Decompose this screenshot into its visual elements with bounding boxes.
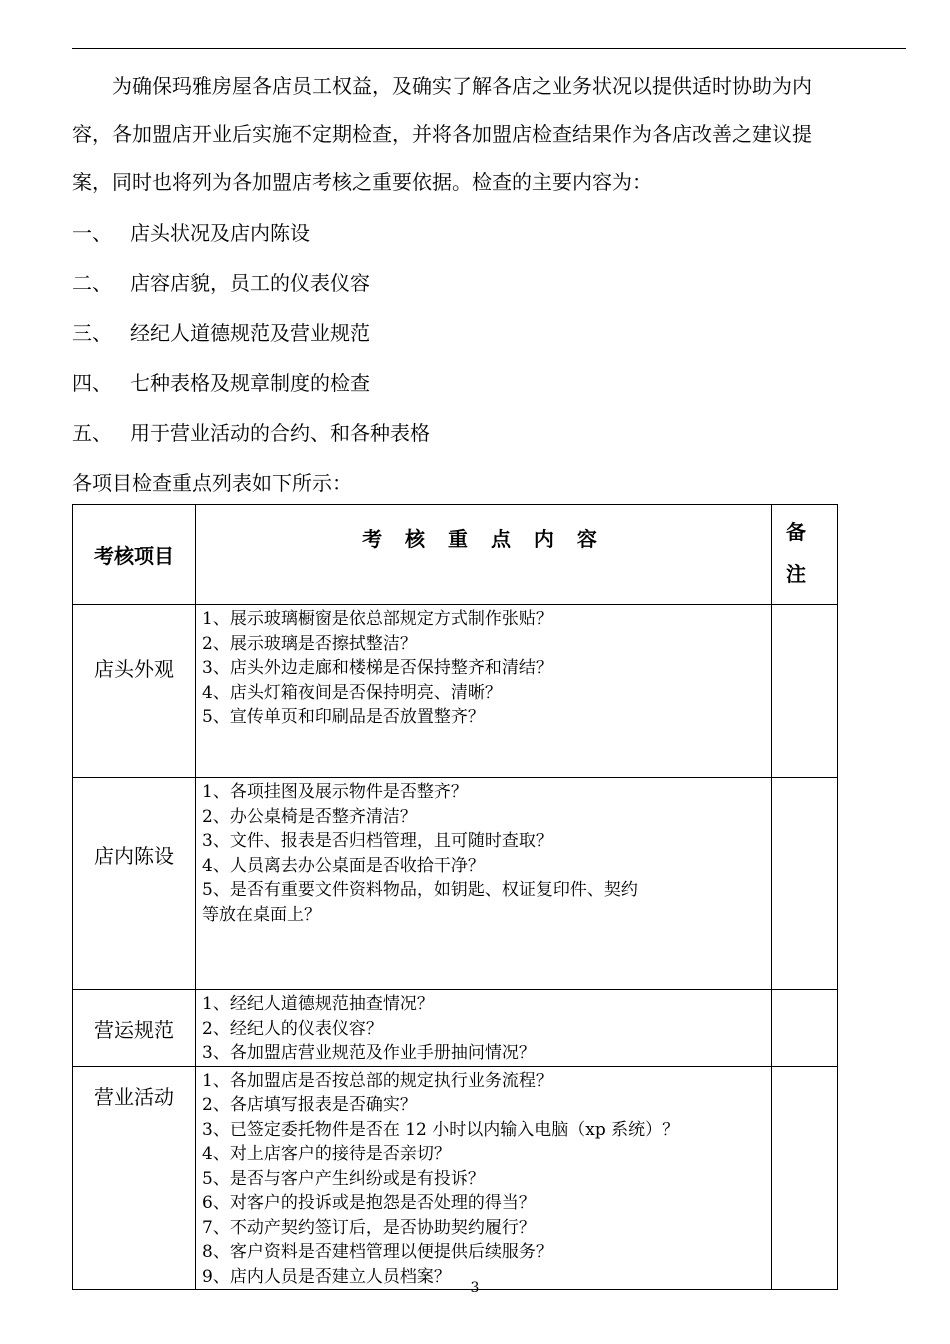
intro-line-2: 容，各加盟店开业后实施不定期检查，并将各加盟店检查结果作为各店改善之建议提 — [72, 122, 812, 146]
row-note — [772, 990, 838, 1067]
row-content — [196, 1066, 772, 1290]
content-line: 1、经纪人道德规范抽查情况？ — [202, 994, 434, 1014]
row-note — [772, 1066, 838, 1290]
content-line: 等放在桌面上？ — [202, 904, 321, 925]
inspection-items-list — [72, 208, 906, 458]
row-category: 营业活动 — [73, 1066, 196, 1290]
content-line: 5、是否有重要文件资料物品，如钥匙、权证复印件、契约 — [202, 880, 638, 900]
table-row — [73, 605, 838, 778]
row-category: 营运规范 — [73, 990, 196, 1067]
intro-line-1: 为确保玛雅房屋各店员工权益，及确实了解各店之业务状况以提供适时协助为内 — [112, 74, 812, 98]
table-header-row — [73, 505, 838, 605]
header-rule — [72, 48, 906, 49]
header-note — [772, 505, 838, 605]
item-number: 四、 — [72, 371, 112, 395]
content-line: 9、店内人员是否建立人员档案？ — [202, 1266, 451, 1287]
content-line: 5、宣传单页和印刷品是否放置整齐？ — [202, 707, 485, 727]
row-content — [196, 990, 772, 1067]
inspection-table — [72, 504, 838, 1290]
list-item — [72, 258, 906, 308]
item-number: 二、 — [72, 271, 112, 295]
row-category: 店头外观 — [73, 605, 196, 778]
item-text: 用于营业活动的合约、和各种表格 — [130, 421, 430, 445]
row-content — [196, 605, 772, 778]
content-line: 2、各店填写报表是否确实？ — [202, 1095, 417, 1115]
table-row — [73, 1066, 838, 1290]
content-line: 6、对客户的投诉或是抱怨是否处理的得当？ — [202, 1193, 536, 1213]
row-content — [196, 778, 772, 990]
content-line: 1、展示玻璃橱窗是依总部规定方式制作张贴？ — [202, 609, 553, 629]
row-category: 店内陈设 — [73, 778, 196, 990]
list-item — [72, 308, 906, 358]
content-line: 7、不动产契约签订后，是否协助契约履行？ — [202, 1217, 536, 1238]
item-number: 三、 — [72, 321, 112, 345]
item-text: 七种表格及规章制度的检查 — [130, 371, 370, 395]
item-text: 店头状况及店内陈设 — [130, 221, 310, 245]
intro-paragraph — [72, 62, 906, 206]
item-text: 经纪人道德规范及营业规范 — [130, 321, 370, 345]
content-line: 2、经纪人的仪表仪容？ — [202, 1018, 383, 1039]
content-line: 4、店头灯箱夜间是否保持明亮、清晰？ — [202, 682, 502, 703]
content-line: 3、文件、报表是否归档管理，且可随时查取？ — [202, 831, 553, 851]
list-item — [72, 208, 906, 258]
row-note — [772, 605, 838, 778]
content-line: 1、各项挂图及展示物件是否整齐？ — [202, 782, 468, 802]
list-item — [72, 408, 906, 458]
list-item — [72, 358, 906, 408]
item-text: 店容店貌，员工的仪表仪容 — [130, 271, 370, 295]
row-note — [772, 778, 838, 990]
content-line: 3、店头外边走廊和楼梯是否保持整齐和清结？ — [202, 658, 553, 678]
table-row — [73, 778, 838, 990]
table-lead-text: 各项目检查重点列表如下所示： — [72, 471, 352, 495]
content-line: 1、各加盟店是否按总部的规定执行业务流程？ — [202, 1070, 553, 1091]
header-item: 考核项目 — [73, 505, 196, 605]
content-line: 4、对上店客户的接待是否亲切？ — [202, 1144, 451, 1164]
content-line: 4、人员离去办公桌面是否收拾干净？ — [202, 855, 485, 876]
content-line: 3、已签定委托物件是否在 12 小时以内输入电脑（xp 系统）？ — [202, 1119, 680, 1140]
content-line: 5、是否与客户产生纠纷或是有投诉？ — [202, 1168, 485, 1189]
content-line: 8、客户资料是否建档管理以便提供后续服务？ — [202, 1242, 553, 1262]
item-number: 五、 — [72, 421, 112, 445]
intro-line-3: 案，同时也将列为各加盟店考核之重要依据。检查的主要内容为： — [72, 170, 652, 194]
content-line: 3、各加盟店营业规范及作业手册抽问情况？ — [202, 1043, 536, 1063]
table-row — [73, 990, 838, 1067]
page-number: 3 — [470, 1280, 480, 1296]
header-note-char-2: 注 — [786, 562, 806, 586]
header-content: 考 核 重 点 内 容 — [196, 505, 772, 605]
item-number: 一、 — [72, 221, 112, 245]
content-line: 2、办公桌椅是否整齐清洁？ — [202, 806, 417, 827]
content-line: 2、展示玻璃是否擦拭整洁？ — [202, 633, 417, 654]
header-note-char-1: 备 — [786, 520, 806, 544]
